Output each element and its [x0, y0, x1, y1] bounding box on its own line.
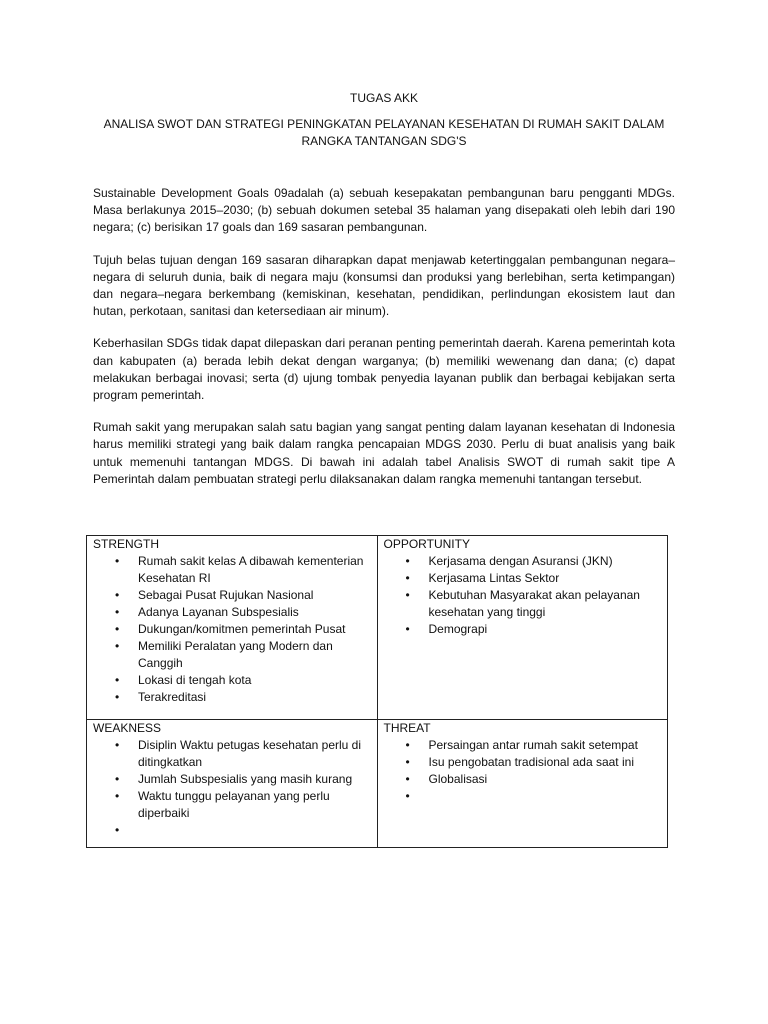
swot-table: [86, 535, 668, 848]
threat-list: [384, 737, 664, 805]
heading-line-2: RANGKA TANTANGAN SDG'S: [301, 134, 467, 148]
document-title: TUGAS AKK: [349, 91, 419, 105]
list-item: [405, 737, 664, 754]
list-item-text: Kerjasama Lintas Sektor: [428, 571, 560, 585]
bullet-icon: •: [115, 789, 120, 803]
bullet-icon: •: [115, 673, 120, 687]
list-item-text: Sebagai Pusat Rujukan Nasional: [138, 588, 314, 602]
threat-label: THREAT: [383, 721, 431, 735]
bullet-icon: •: [405, 738, 410, 752]
swot-row-bottom: [87, 720, 668, 848]
list-item: [405, 553, 664, 570]
bullet-icon: •: [115, 823, 120, 837]
list-item: [405, 621, 664, 638]
bullet-icon: •: [115, 639, 120, 653]
list-item-text: Dukungan/komitmen pemerintah Pusat: [138, 622, 346, 636]
list-item-text: [429, 789, 432, 803]
list-item-text: Kebutuhan Masyarakat akan pelayanan kesehatan yang tinggi: [428, 588, 640, 619]
bullet-icon: •: [405, 772, 410, 786]
list-item-text: Rumah sakit kelas A dibawah kementerian Kesehatan RI: [138, 554, 364, 585]
paragraph-2: Tujuh belas tujuan dengan 169 sasaran diharapkan dapat menjawab ketertinggalan pembangunan negara–negara di seluruh dunia, baik di negara maju (konsumsi dan produksi yang berlebihan, serta ketimpangan) dan negara–negara berkembang (kemiskinan, kesehatan, pendidikan, perlindungan ekosistem laut dan hutan, perkotaan, sanitasi dan ketersediaan air minum).: [93, 252, 675, 319]
weakness-list: [93, 737, 373, 839]
bullet-icon: •: [405, 755, 410, 769]
list-item: [114, 587, 373, 604]
list-item-text: Waktu tunggu pelayanan yang perlu diperbaiki: [138, 789, 330, 820]
list-item: [114, 788, 373, 822]
bullet-icon: •: [115, 622, 120, 636]
bullet-icon: •: [115, 738, 120, 752]
body-text: [93, 185, 675, 503]
bullet-icon: •: [115, 690, 120, 704]
list-item: [405, 754, 664, 771]
list-item-text: Disiplin Waktu petugas kesehatan perlu di ditingkatkan: [138, 738, 362, 769]
list-item: [405, 771, 664, 788]
threat-cell: [377, 720, 668, 848]
document-heading: [80, 116, 688, 150]
opportunity-cell: [377, 536, 668, 720]
paragraph-4: Rumah sakit yang merupakan salah satu bagian yang sangat penting dalam layanan kesehatan di Indonesia harus memiliki strategi yang baik dalam rangka pencapaian MDGS 2030. Perlu di buat analisis yang baik untuk memenuhi tantangan MDGS. Di bawah ini adalah tabel Analisis SWOT di rumah sakit tipe A Pemerintah dalam pembuatan strategi perlu dilaksanakan dalam rangka memenuhi tantangan tersebut.: [93, 420, 675, 486]
list-item: [114, 672, 373, 689]
strength-cell: [87, 536, 378, 720]
bullet-icon: •: [405, 789, 410, 803]
bullet-icon: •: [405, 554, 410, 568]
bullet-icon: •: [115, 605, 120, 619]
bullet-icon: •: [405, 622, 410, 636]
list-item-text: Adanya Layanan Subspesialis: [138, 605, 299, 619]
paragraph-3: Keberhasilan SDGs tidak dapat dilepaskan dari peranan penting pemerintah daerah. Karena pemerintah kota dan kabupaten (a) berada lebih dekat dengan warganya; (b) memiliki wewenang dan dana; (c) dapat melakukan berbagai inovasi; serta (d) ujung tombak penyedia layanan publik dan berbagai kebijakan serta program pemerintah.: [93, 336, 675, 403]
bullet-icon: •: [115, 588, 120, 602]
list-item-text: [138, 823, 141, 837]
bullet-icon: •: [405, 571, 410, 585]
list-item-text: Demograpi: [428, 622, 488, 636]
list-item-text: Globalisasi: [428, 772, 488, 786]
list-item: [114, 689, 373, 706]
list-item-text: Memiliki Peralatan yang Modern dan Canggih: [138, 639, 333, 670]
bullet-icon: •: [115, 554, 120, 568]
strength-label: STRENGTH: [93, 537, 159, 551]
list-item: [114, 771, 373, 788]
list-item: [114, 638, 373, 672]
bullet-icon: •: [405, 588, 410, 602]
paragraph-1: Sustainable Development Goals 09adalah (a) sebuah kesepakatan pembangunan baru pengganti MDGs. Masa berlakunya 2015–2030; (b) sebuah dokumen setebal 35 halaman yang disepakati oleh lebih dari 190 negara; (c) berisikan 17 goals dan 169 sasaran pembangunan.: [93, 186, 675, 235]
strength-list: [93, 553, 373, 706]
list-item-text: Kerjasama dengan Asuransi (JKN): [428, 554, 613, 568]
opportunity-list: [384, 553, 664, 638]
list-item-text: Jumlah Subspesialis yang masih kurang: [138, 772, 353, 786]
list-item: [405, 570, 664, 587]
list-item: [405, 788, 664, 805]
list-item-text: Persaingan antar rumah sakit setempat: [428, 738, 638, 752]
list-item: [114, 553, 373, 587]
weakness-cell: [87, 720, 378, 848]
list-item: [114, 822, 373, 839]
list-item: [405, 587, 664, 621]
opportunity-label: OPPORTUNITY: [383, 537, 470, 551]
bullet-icon: •: [115, 772, 120, 786]
list-item: [114, 621, 373, 638]
heading-line-1: ANALISA SWOT DAN STRATEGI PENINGKATAN PELAYANAN KESEHATAN DI RUMAH SAKIT DALAM: [103, 117, 665, 131]
list-item: [114, 737, 373, 771]
list-item: [114, 604, 373, 621]
swot-row-top: [87, 536, 668, 720]
weakness-label: WEAKNESS: [93, 721, 162, 735]
list-item-text: Terakreditasi: [138, 690, 207, 704]
list-item-text: Isu pengobatan tradisional ada saat ini: [428, 755, 634, 769]
list-item-text: Lokasi di tengah kota: [138, 673, 252, 687]
